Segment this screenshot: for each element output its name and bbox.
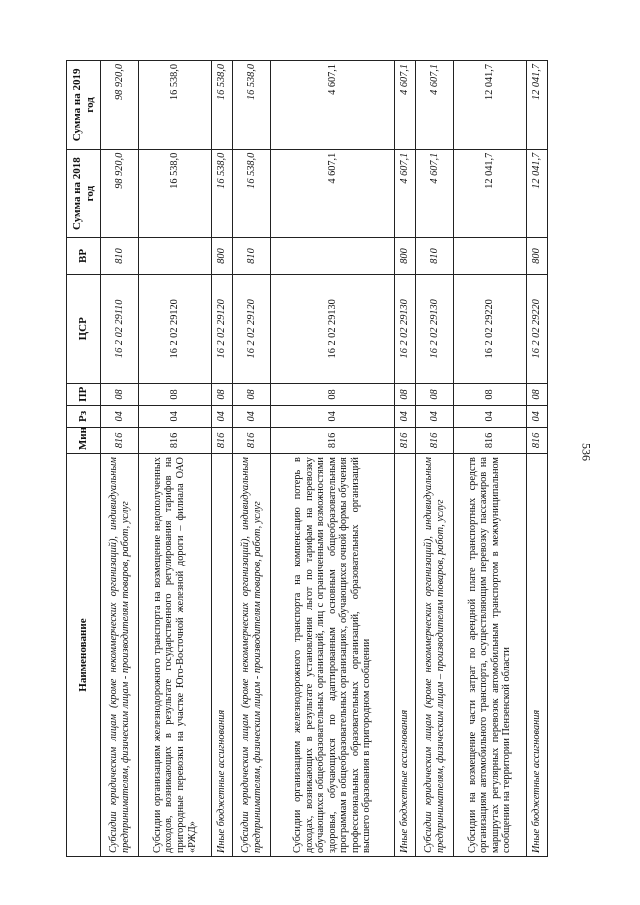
cell-vr: 810 [415, 238, 453, 274]
cell-sum2018: 16 538,0 [211, 149, 232, 238]
cell-sum2019: 16 538,0 [139, 61, 211, 150]
cell-sum2018: 12 041,7 [454, 149, 526, 238]
budget-table [66, 60, 548, 857]
cell-rz: 04 [415, 405, 453, 427]
cell-vr [271, 238, 394, 274]
cell-sum2018: 4 607,1 [394, 149, 415, 238]
table-row [526, 61, 547, 857]
cell-name: Субсидии на возмещение части затрат по арендной плате транспортных средств организациям автомобильного транспорта, осуществляющим перевозку пассажиров на маршрутах регулярных перевозок автомобильным транспортом в межмуниципальном сообщении на территории Пензенской области [454, 454, 526, 857]
cell-pr: 08 [271, 384, 394, 406]
header-name: Наименование [67, 454, 101, 857]
cell-min: 816 [101, 427, 139, 453]
table-row [211, 61, 232, 857]
header-rz: Рз [67, 405, 101, 427]
table-row [139, 61, 211, 857]
cell-pr: 08 [394, 384, 415, 406]
header-csr: ЦСР [67, 274, 101, 383]
cell-csr: 16 2 02 29130 [271, 274, 394, 383]
cell-rz: 04 [101, 405, 139, 427]
cell-sum2019: 98 920,0 [101, 61, 139, 150]
header-pr: ПР [67, 384, 101, 406]
cell-min: 816 [139, 427, 211, 453]
budget-table-region [66, 60, 548, 857]
table-body [101, 61, 548, 857]
cell-vr: 810 [233, 238, 271, 274]
cell-pr: 08 [526, 384, 547, 406]
table-row [415, 61, 453, 857]
cell-pr: 08 [415, 384, 453, 406]
cell-csr: 16 2 02 29120 [233, 274, 271, 383]
cell-name: Иные бюджетные ассигнования [526, 454, 547, 857]
cell-csr: 16 2 02 29120 [211, 274, 232, 383]
cell-vr: 800 [394, 238, 415, 274]
cell-rz: 04 [454, 405, 526, 427]
cell-csr: 16 2 02 29220 [454, 274, 526, 383]
table-row [454, 61, 526, 857]
rotated-table-wrapper [66, 60, 548, 857]
table-header-row [67, 61, 101, 857]
cell-name: Субсидии юридическим лицам (кроме некоммерческих организаций), индивидуальным предпринимателям, физическим лицам - производителям товаров, работ, услуг [101, 454, 139, 857]
cell-sum2018: 16 538,0 [233, 149, 271, 238]
cell-min: 816 [233, 427, 271, 453]
cell-name: Субсидии организациям железнодорожного транспорта на компенсацию потерь в доходах, возникающих в результате установления льгот по тарифам на перевозку обучающихся общеобразовательных организаций, лиц с ограниченными возможностями здоровья, обучающихся по адаптированным основным общеобразовательным программам в общеобразовательных организациях, обучающихся очной формы обучения профессиональных образовательных организаций, образовательных организаций высшего образования в пригородном сообщении [271, 454, 394, 857]
cell-rz: 04 [394, 405, 415, 427]
cell-vr: 800 [211, 238, 232, 274]
header-sum-2018: Сумма на 2018 год [67, 149, 101, 238]
cell-min: 816 [271, 427, 394, 453]
cell-name: Субсидии организациям железнодорожного транспорта на возмещение недополученных доходов, возникающих в результате государственного регулирования тарифов на пригородные перевозки на участке Юго-Восточной железной дороги – филиала ОАО «РЖД» [139, 454, 211, 857]
cell-pr: 08 [211, 384, 232, 406]
cell-pr: 08 [101, 384, 139, 406]
cell-vr [454, 238, 526, 274]
cell-min: 816 [454, 427, 526, 453]
cell-pr: 08 [454, 384, 526, 406]
header-min: Мин [67, 427, 101, 453]
cell-rz: 04 [139, 405, 211, 427]
cell-sum2018: 4 607,1 [415, 149, 453, 238]
cell-vr [139, 238, 211, 274]
cell-name: Субсидии юридическим лицам (кроме некоммерческих организаций), индивидуальным предпринимателям, физическим лицам - производителям товаров, работ, услуг [233, 454, 271, 857]
cell-sum2019: 16 538,0 [233, 61, 271, 150]
cell-csr: 16 2 02 29130 [415, 274, 453, 383]
cell-sum2018: 98 920,0 [101, 149, 139, 238]
cell-rz: 04 [526, 405, 547, 427]
cell-rz: 04 [211, 405, 232, 427]
header-sum-2019: Сумма на 2019 год [67, 61, 101, 150]
cell-sum2019: 4 607,1 [271, 61, 394, 150]
cell-rz: 04 [233, 405, 271, 427]
cell-csr: 16 2 02 29120 [139, 274, 211, 383]
cell-min: 816 [394, 427, 415, 453]
cell-min: 816 [415, 427, 453, 453]
header-vr: ВР [67, 238, 101, 274]
cell-min: 816 [211, 427, 232, 453]
table-row [233, 61, 271, 857]
cell-pr: 08 [139, 384, 211, 406]
cell-pr: 08 [233, 384, 271, 406]
cell-vr: 810 [101, 238, 139, 274]
cell-csr: 16 2 02 29110 [101, 274, 139, 383]
cell-min: 816 [526, 427, 547, 453]
cell-sum2018: 4 607,1 [271, 149, 394, 238]
cell-vr: 800 [526, 238, 547, 274]
table-row [271, 61, 394, 857]
cell-name: Субсидии юридическим лицам (кроме некоммерческих организаций), индивидуальным предпринимателям, физическим лицам – производителям товаров, работ, услуг [415, 454, 453, 857]
table-row [101, 61, 139, 857]
cell-sum2019: 12 041,7 [526, 61, 547, 150]
cell-rz: 04 [271, 405, 394, 427]
table-row [394, 61, 415, 857]
cell-csr: 16 2 02 29220 [526, 274, 547, 383]
cell-csr: 16 2 02 29130 [394, 274, 415, 383]
cell-name: Иные бюджетные ассигнования [211, 454, 232, 857]
cell-sum2018: 12 041,7 [526, 149, 547, 238]
cell-sum2018: 16 538,0 [139, 149, 211, 238]
cell-sum2019: 12 041,7 [454, 61, 526, 150]
cell-sum2019: 4 607,1 [415, 61, 453, 150]
page-number: 536 [579, 443, 594, 461]
cell-sum2019: 4 607,1 [394, 61, 415, 150]
cell-sum2019: 16 538,0 [211, 61, 232, 150]
cell-name: Иные бюджетные ассигнования [394, 454, 415, 857]
